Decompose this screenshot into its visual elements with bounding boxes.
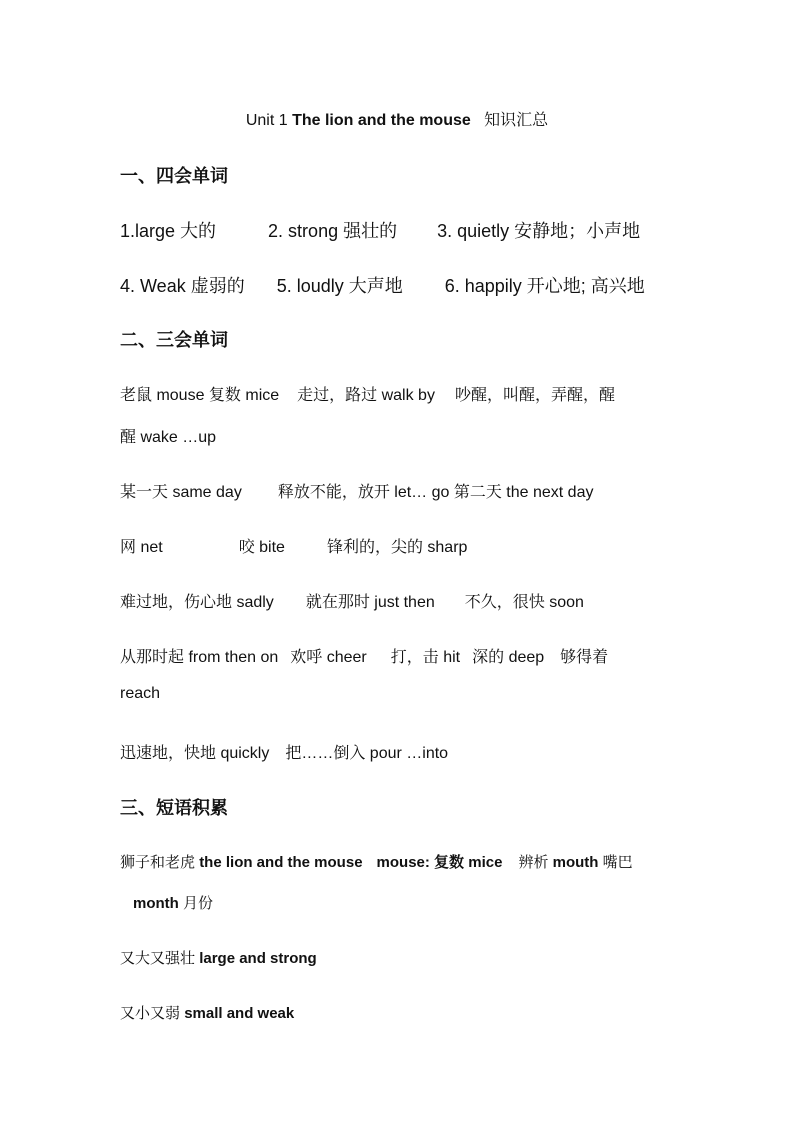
section2-line [120, 644, 608, 667]
document-title [0, 107, 794, 130]
vocab-item: 走过，路过 walk by [297, 387, 435, 404]
vocab-item: 打，击 hit [390, 649, 461, 666]
vocab-item: 从那时起 from then on [120, 649, 279, 666]
phrase-chinese: 又大又强壮 [120, 950, 196, 967]
section1-row2 [120, 272, 645, 298]
vocab-item: 释放不能，放开 let… go 第二天 the next day [277, 484, 594, 501]
section2-line [120, 382, 615, 405]
vocab-item: 1.large 大的 [120, 221, 217, 241]
phrase-line [120, 851, 633, 872]
section2-line [120, 685, 160, 703]
vocab-item: 6. happily 开心地; 高兴地 [444, 276, 645, 296]
section2-line [120, 424, 216, 447]
section2-line [120, 479, 593, 502]
vocab-item: 难过地，伤心地 sadly [120, 594, 274, 611]
phrase-chinese: 月份 [183, 895, 214, 912]
vocab-item: 咬 bite [238, 539, 285, 556]
section2-heading: 二、三会单词 [120, 330, 228, 350]
section2-line [120, 740, 448, 763]
phrase-note: mouse: 复数 [376, 854, 465, 871]
phrase-line [133, 892, 213, 913]
vocab-item: 醒 wake …up [120, 429, 217, 446]
title-english: The lion and the mouse [292, 112, 471, 129]
phrase-english: mouth [552, 854, 599, 871]
vocab-item: 2. strong 强壮的 [268, 221, 398, 241]
phrase-english: the lion and the mouse [199, 854, 363, 871]
vocab-item: 迅速地，快地 quickly [120, 745, 270, 762]
section2-line [120, 534, 467, 557]
phrase-english: month [133, 895, 179, 912]
phrase-chinese: 狮子和老虎 [120, 854, 196, 871]
vocab-item: 吵醒，叫醒，弄醒，醒 [454, 387, 615, 404]
vocab-item: 4. Weak 虚弱的 [120, 276, 245, 296]
phrase-english: large and strong [199, 950, 317, 967]
vocab-item: 不久，很快 soon [464, 594, 584, 611]
vocab-item: 某一天 same day [120, 484, 242, 501]
vocab-item: reach [120, 685, 161, 702]
phrase-english: mice [468, 854, 503, 871]
vocab-item: 把……倒入 pour …into [285, 745, 449, 762]
phrase-chinese: 又小又弱 [120, 1005, 181, 1022]
section1-heading: 一、四会单词 [120, 166, 228, 186]
title-unit: Unit 1 [245, 112, 288, 129]
vocab-item: 锋利的，尖的 sharp [326, 539, 468, 556]
vocab-item: 网 net [120, 539, 163, 556]
section2-line [120, 589, 584, 612]
phrase-chinese: 辨析 [518, 854, 549, 871]
title-chinese: 知识汇总 [484, 112, 549, 129]
section1-row1 [120, 217, 640, 243]
vocab-item: 3. quietly 安静地；小声地 [437, 221, 641, 241]
phrase-line [120, 1002, 294, 1023]
vocab-item: 深的 deep [472, 649, 545, 666]
phrase-line [120, 947, 317, 968]
section3-heading: 三、短语积累 [120, 798, 228, 818]
vocab-item: 老鼠 mouse 复数 mice [120, 387, 280, 404]
vocab-item: 5. loudly 大声地 [276, 276, 403, 296]
phrase-chinese: 嘴巴 [602, 854, 633, 871]
vocab-item: 就在那时 just then [305, 594, 435, 611]
phrase-english: small and weak [184, 1005, 295, 1022]
vocab-item: 欢呼 cheer [290, 649, 367, 666]
vocab-item: 够得着 [560, 649, 609, 666]
